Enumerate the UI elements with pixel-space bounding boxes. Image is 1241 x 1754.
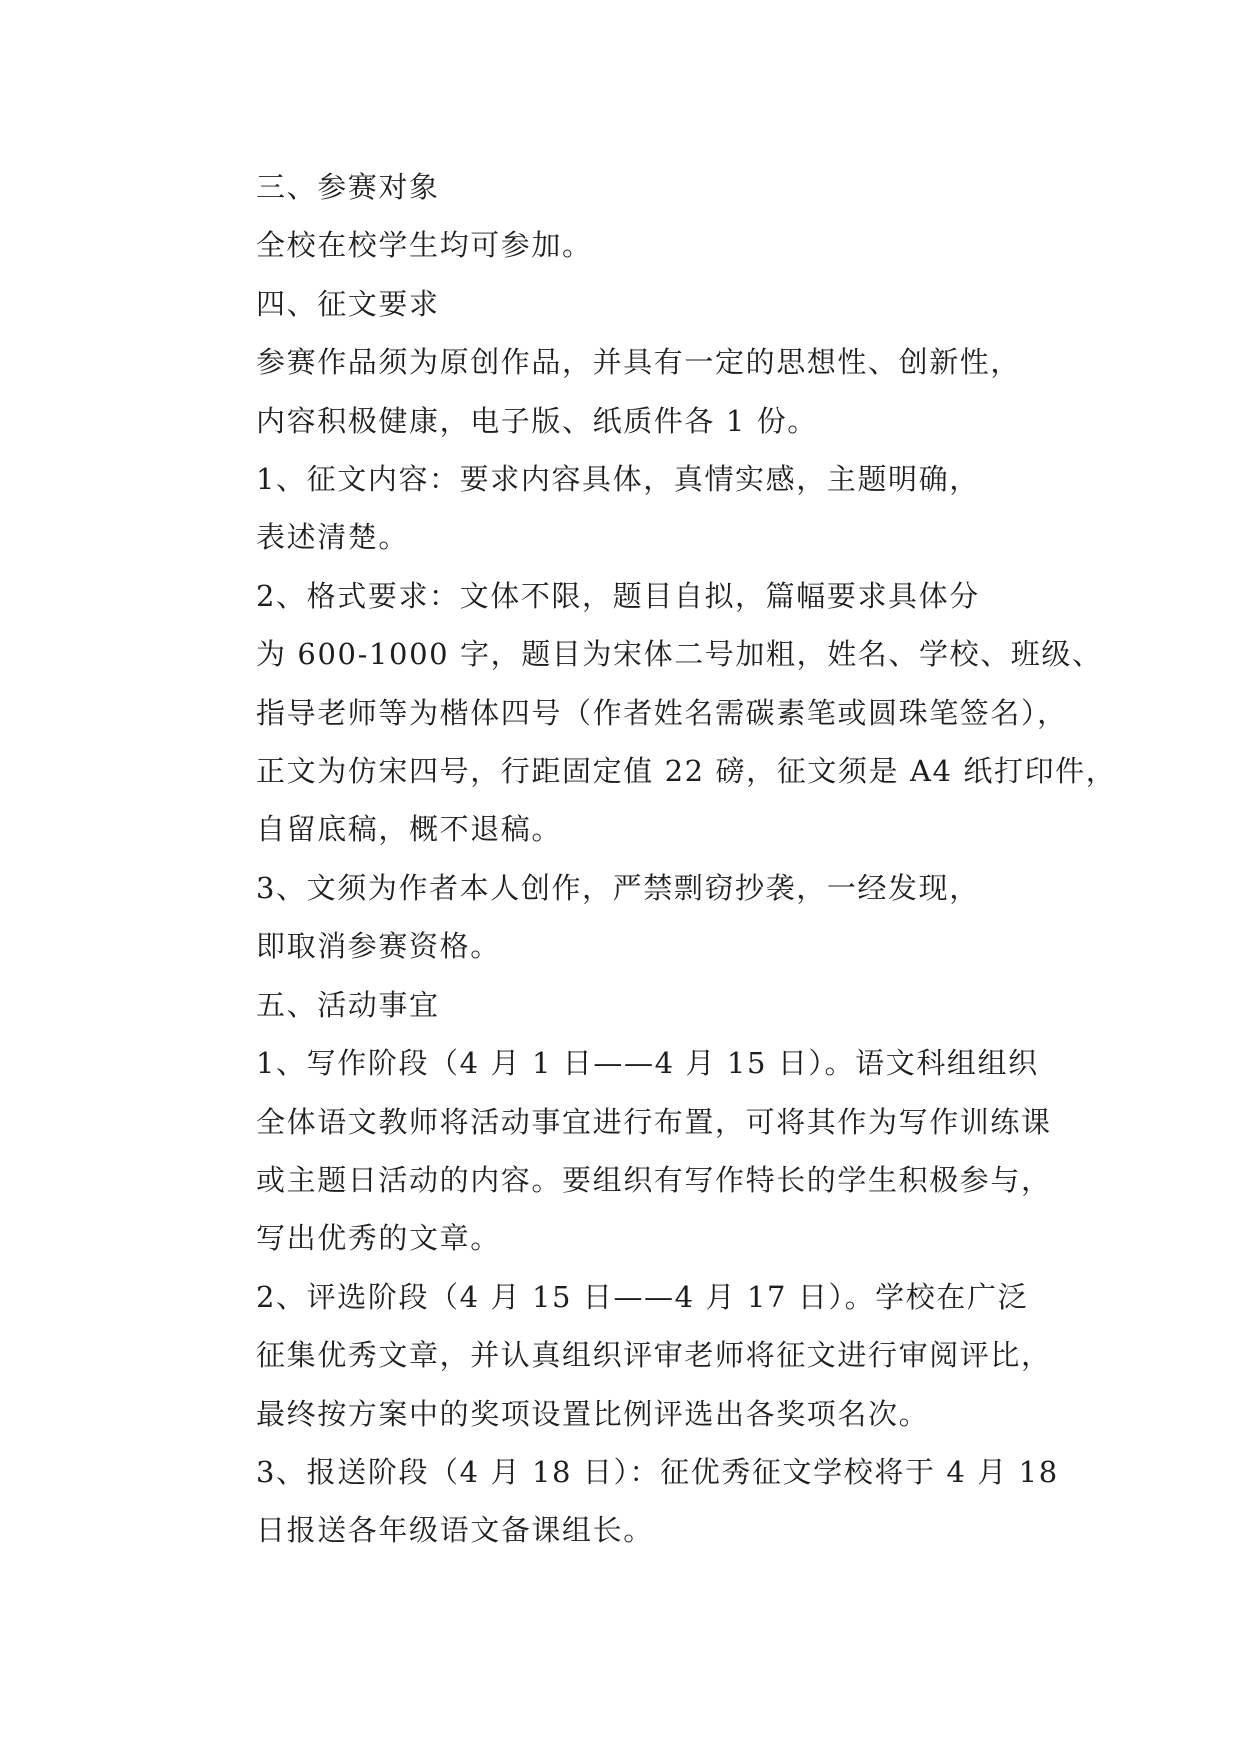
text-line: 五、活动事宜 [256,987,440,1022]
paragraph-format-requirement [192,567,1117,859]
text-line: 表述清楚。 [256,520,410,555]
text-line: 正文为仿宋四号，行距固定值 22 磅，征文须是 A4 纸打印件， [256,754,1117,789]
paragraph-content-requirement [192,450,1072,567]
text-line: 2、评选阶段（4 月 15 日——4 月 17 日）。学校在广泛 [256,1279,1029,1314]
text-line: 3、报送阶段（4 月 18 日）：征优秀征文学校将于 4 月 18 [256,1454,1059,1489]
text-line: 写出优秀的文章。 [256,1221,501,1256]
text-line: 即取消参赛资格。 [256,929,501,964]
paragraph-writing-stage [192,1034,1072,1268]
text-line: 四、征文要求 [256,286,440,321]
heading-requirements [192,275,1072,333]
heading-activities [192,976,1072,1034]
heading-participants [192,158,1072,216]
text-line: 全体语文教师将活动事宜进行布置，可将其作为写作训练课 [256,1104,1052,1139]
text-line: 最终按方案中的奖项设置比例评选出各奖项名次。 [256,1396,930,1431]
text-line: 全校在校学生均可参加。 [256,228,593,263]
paragraph-originality [192,859,1072,976]
text-line: 日报送各年级语文备课组长。 [256,1513,654,1548]
text-line: 1、写作阶段（4 月 1 日——4 月 15 日）。语文科组组织 [256,1046,1039,1081]
text-line: 2、格式要求：文体不限，题目自拟，篇幅要求具体分 [256,578,980,613]
text-line: 三、参赛对象 [256,170,440,204]
text-line: 指导老师等为楷体四号（作者姓名需碳素笔或圆珠笔签名）， [256,695,1068,730]
document-body [192,158,1117,1560]
paragraph-participants [192,216,1072,274]
paragraph-requirements [192,333,1072,450]
text-line: 1、征文内容：要求内容具体，真情实感，主题明确， [256,462,980,497]
text-line: 参赛作品须为原创作品，并具有一定的思想性、创新性， [256,345,1022,380]
paragraph-selection-stage [192,1268,1072,1443]
text-line: 为 600-1000 字，题目为宋体二号加粗，姓名、学校、班级、 [256,637,1103,672]
text-line: 3、文须为作者本人创作，严禁剽窃抄袭，一经发现， [256,870,980,905]
text-line: 或主题日活动的内容。要组织有写作特长的学生积极参与， [256,1162,1052,1197]
paragraph-submission-stage [192,1443,1072,1560]
text-line: 内容积极健康，电子版、纸质件各 1 份。 [256,403,818,438]
text-line: 征集优秀文章，并认真组织评审老师将征文进行审阅评比， [256,1338,1052,1373]
text-line: 自留底稿，概不退稿。 [256,812,563,847]
